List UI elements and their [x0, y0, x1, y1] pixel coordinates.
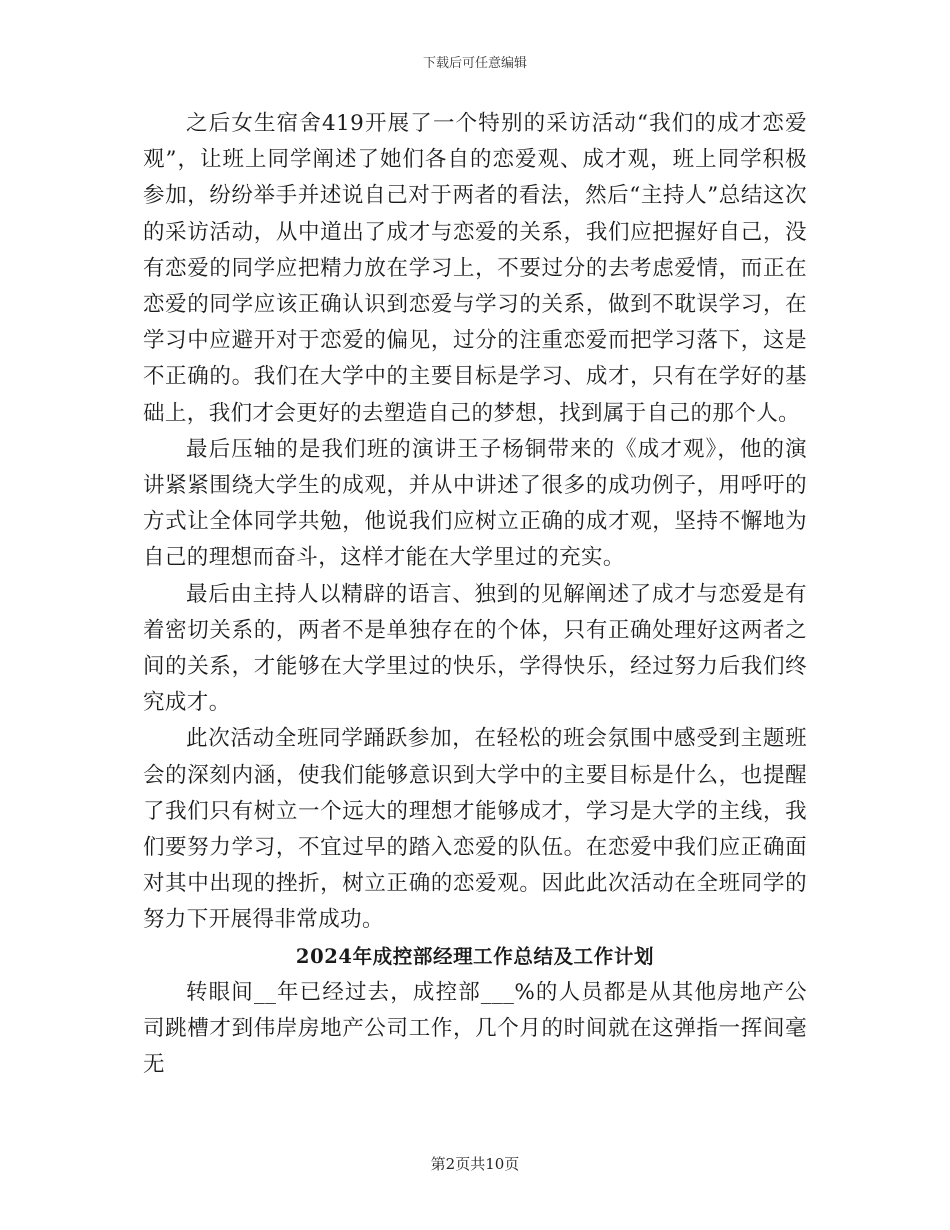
document-body	[143, 106, 807, 1083]
paragraph-activity-conclusion: 此次活动全班同学踊跃参加，在轻松的班会氛围中感受到主题班会的深刻内涵，使我们能够意识到大学中的主要目标是什么，也提醒了我们只有树立一个远大的理想才能够成才，学习是大学的主线，我们要努力学习，不宜过早的踏入恋爱的队伍。在恋爱中我们应正确面对其中出现的挫折，树立正确的恋爱观。因此此次活动在全班同学的努力下开展得非常成功。	[143, 726, 807, 933]
page-header: 下载后可任意编辑	[422, 56, 527, 71]
paragraph-host-summary: 最后由主持人以精辟的语言、独到的见解阐述了成才与恋爱是有着密切关系的，两者不是单独存在的个体，只有正确处理好这两者之间的关系，才能够在大学里过的快乐，学得快乐，经过努力后我们终究成才。	[143, 581, 807, 716]
paragraph-section-intro: 转眼间__年已经过去，成控部___%的人员都是从其他房地产公司跳槽才到伟岸房地产公司工作，几个月的时间就在这弹指一挥间毫无	[143, 979, 807, 1078]
paragraph-interview-activity: 之后女生宿舍419开展了一个特别的采访活动“我们的成才恋爱观”，让班上同学阐述了她们各自的恋爱观、成才观，班上同学积极参加，纷纷举手并述说自己对于两者的看法，然后“主持人”总结这次的采访活动，从中道出了成才与恋爱的关系，我们应把握好自己，没有恋爱的同学应把精力放在学习上，不要过分的去考虑爱情，而正在恋爱的同学应该正确认识到恋爱与学习的关系，做到不耽误学习，在学习中应避开对于恋爱的偏见，过分的注重恋爱而把学习落下，这是不正确的。我们在大学中的主要目标是学习、成才，只有在学好的基础上，我们才会更好的去塑造自己的梦想，找到属于自己的那个人。	[143, 111, 807, 426]
paragraph-speech: 最后压轴的是我们班的演讲王子杨铜带来的《成才观》，他的演讲紧紧围绕大学生的成观，并从中讲述了很多的成功例子，用呼吁的方式让全体同学共勉，他说我们应树立正确的成才观，坚持不懈地为自己的理想而奋斗，这样才能在大学里过的充实。	[143, 436, 807, 571]
page-number: 第2页共10页	[430, 1155, 520, 1173]
section-title: 2024年成控部经理工作总结及工作计划	[295, 944, 655, 968]
